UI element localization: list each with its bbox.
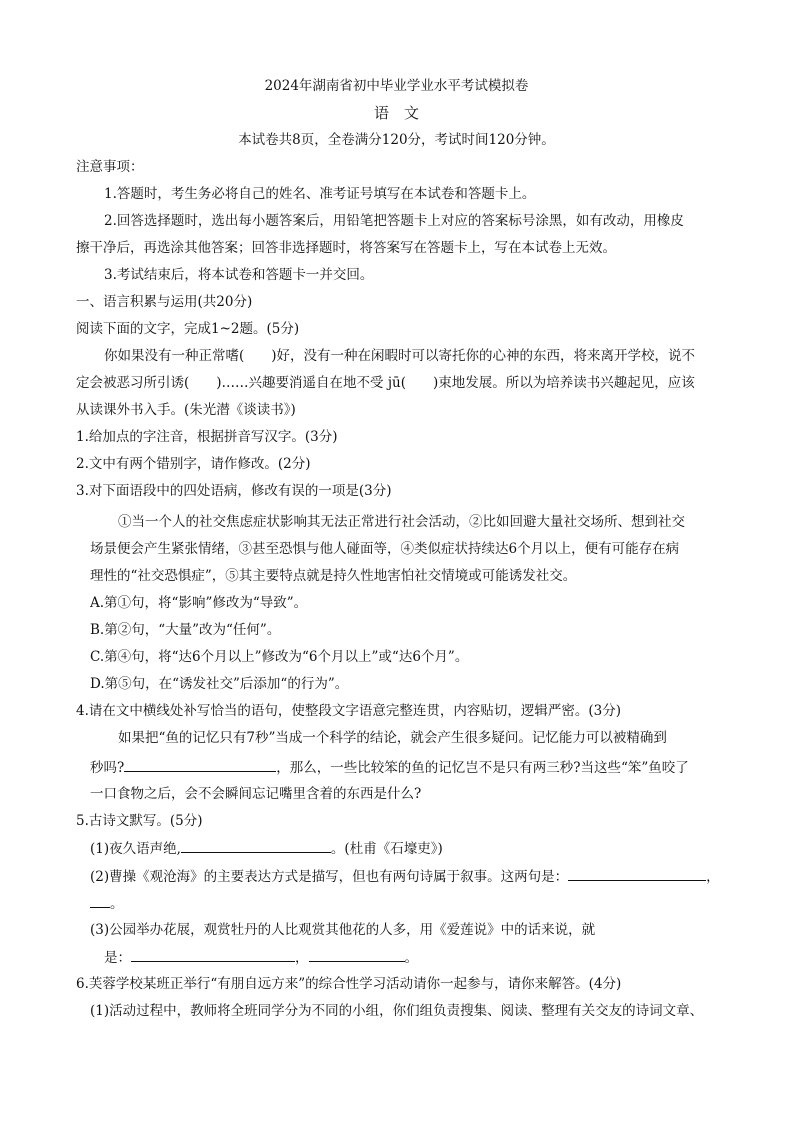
- q5-text: ，: [706, 869, 720, 885]
- q5-text: (1)夜久语声绝,: [90, 841, 181, 857]
- section-heading: 一、语言积累与运用(共20分): [76, 294, 253, 310]
- notice-item: 擦干净后，再选涂其他答案；回答非选择题时，将答案写在答题卡上，写在本试卷上无效。: [76, 240, 616, 256]
- answer-blank[interactable]: [124, 757, 276, 772]
- q6-part-1: (1)活动过程中，教师将全班同学分为不同的小组，你们组负责搜集、阅读、整理有关交友的诗词文章、: [90, 1003, 704, 1019]
- option-d: D.第⑤句，在“诱发社交”后添加“的行为”。: [90, 676, 349, 692]
- passage-line: 从读课外书入手。(朱光潜《谈读书》): [76, 402, 296, 418]
- q5-part-3: (3)公园举办花展，观赏牡丹的人比观赏其他花的人多，用《爱莲说》中的话来说，就: [90, 922, 596, 938]
- q5-text: 。(杜甫《石壕吏》): [330, 841, 443, 857]
- reading-instruction: 阅读下面的文字，完成1~2题。(5分): [76, 321, 300, 337]
- question-6-stem: 6.芙蓉学校某班正举行“有朋自远方来”的综合性学习活动请你一起参与，请你来解答。(4分): [76, 976, 622, 992]
- notice-item: 1.答题时，考生务必将自己的姓名、准考证号填写在本试卷和答题卡上。: [104, 186, 536, 202]
- q3-passage-line: 场景便会产生紧张情绪，③甚至恐惧与他人碰面等，④类似症状持续达6个月以上，便有可能存在病: [90, 541, 680, 557]
- notice-item: 3.考试结束后，将本试卷和答题卡一并交回。: [104, 267, 374, 283]
- exam-info: 本试卷共8页，全卷满分120分，考试时间120分钟。: [238, 132, 555, 148]
- notice-heading: 注意事项：: [76, 159, 144, 175]
- q5-part-3-cont: [104, 947, 418, 968]
- q5-text: ，: [295, 950, 309, 966]
- q3-passage-line: 理性的“社交恐惧症”，⑤其主要特点就是持久性地害怕社交情境或可能诱发社交。: [90, 568, 577, 584]
- answer-blank[interactable]: [131, 947, 295, 962]
- answer-blank[interactable]: [90, 893, 110, 908]
- q5-text: 。: [110, 896, 124, 912]
- q3-passage-line: ①当一个人的社交焦虑症状影响其无法正常进行社会活动，②比如回避大量社交场所、想到社交: [118, 514, 685, 530]
- q5-text: 是：: [104, 950, 131, 966]
- option-c: C.第④句，将“达6个月以上”修改为“6个月以上”或“达6个月”。: [90, 649, 469, 665]
- q4-text: ，那么，一些比较笨的鱼的记忆岂不是只有两三秒?当这些“笨”鱼咬了: [276, 760, 689, 776]
- q5-text: (2)曹操《观沧海》的主要表达方式是描写，但也有两句诗属于叙事。这两句是：: [90, 869, 569, 885]
- question-1: 1.给加点的字注音，根据拼音写汉字。(3分): [76, 429, 338, 445]
- option-a: A.第①句，将“影响”修改为“导致”。: [90, 595, 308, 611]
- q5-text: 。: [404, 950, 418, 966]
- passage-line: 定会被恶习所引诱( )……兴趣要消遥自在地不受 jū( )束地发展。所以为培养读书兴趣起见，应该: [76, 375, 695, 391]
- question-5-stem: 5.古诗文默写。(5分): [76, 813, 203, 829]
- answer-blank[interactable]: [181, 838, 331, 853]
- passage-line: 你如果没有一种正常嗜( )好，没有一种在闲暇时可以寄托你的心神的东西，将来离开学校，说不: [104, 348, 696, 364]
- subject-title: 语 文: [373, 104, 419, 122]
- q4-line: 一口食物之后，会不会瞬间忘记嘴里含着的东西是什么?: [90, 786, 422, 802]
- answer-blank[interactable]: [309, 947, 405, 962]
- notice-item: 2.回答选择题时，选出每小题答案后，用铅笔把答题卡上对应的答案标号涂黑，如有改动，用橡皮: [104, 213, 684, 229]
- question-4-stem: 4.请在文中横线处补写恰当的语句，使整段文字语意完整连贯，内容贴切，逻辑严密。(3分): [76, 703, 622, 719]
- question-2: 2.文中有两个错别字，请作修改。(2分): [76, 456, 311, 472]
- q5-part-2: [90, 866, 720, 887]
- exam-title: 2024年湖南省初中毕业学业水平考试模拟卷: [264, 78, 529, 94]
- q5-part-2-cont: [90, 893, 124, 914]
- question-3-stem: 3.对下面语段中的四处语病，修改有误的一项是(3分): [76, 483, 392, 499]
- q4-text: 秒吗?: [90, 760, 125, 776]
- q5-part-1: [90, 838, 443, 859]
- q4-line: 如果把“鱼的记忆只有7秒”当成一个科学的结论，就会产生很多疑问。记忆能力可以被精确到: [118, 730, 667, 746]
- q4-line: [90, 757, 689, 778]
- answer-blank[interactable]: [568, 866, 706, 881]
- option-b: B.第②句，“大量”改为“任何”。: [90, 622, 281, 638]
